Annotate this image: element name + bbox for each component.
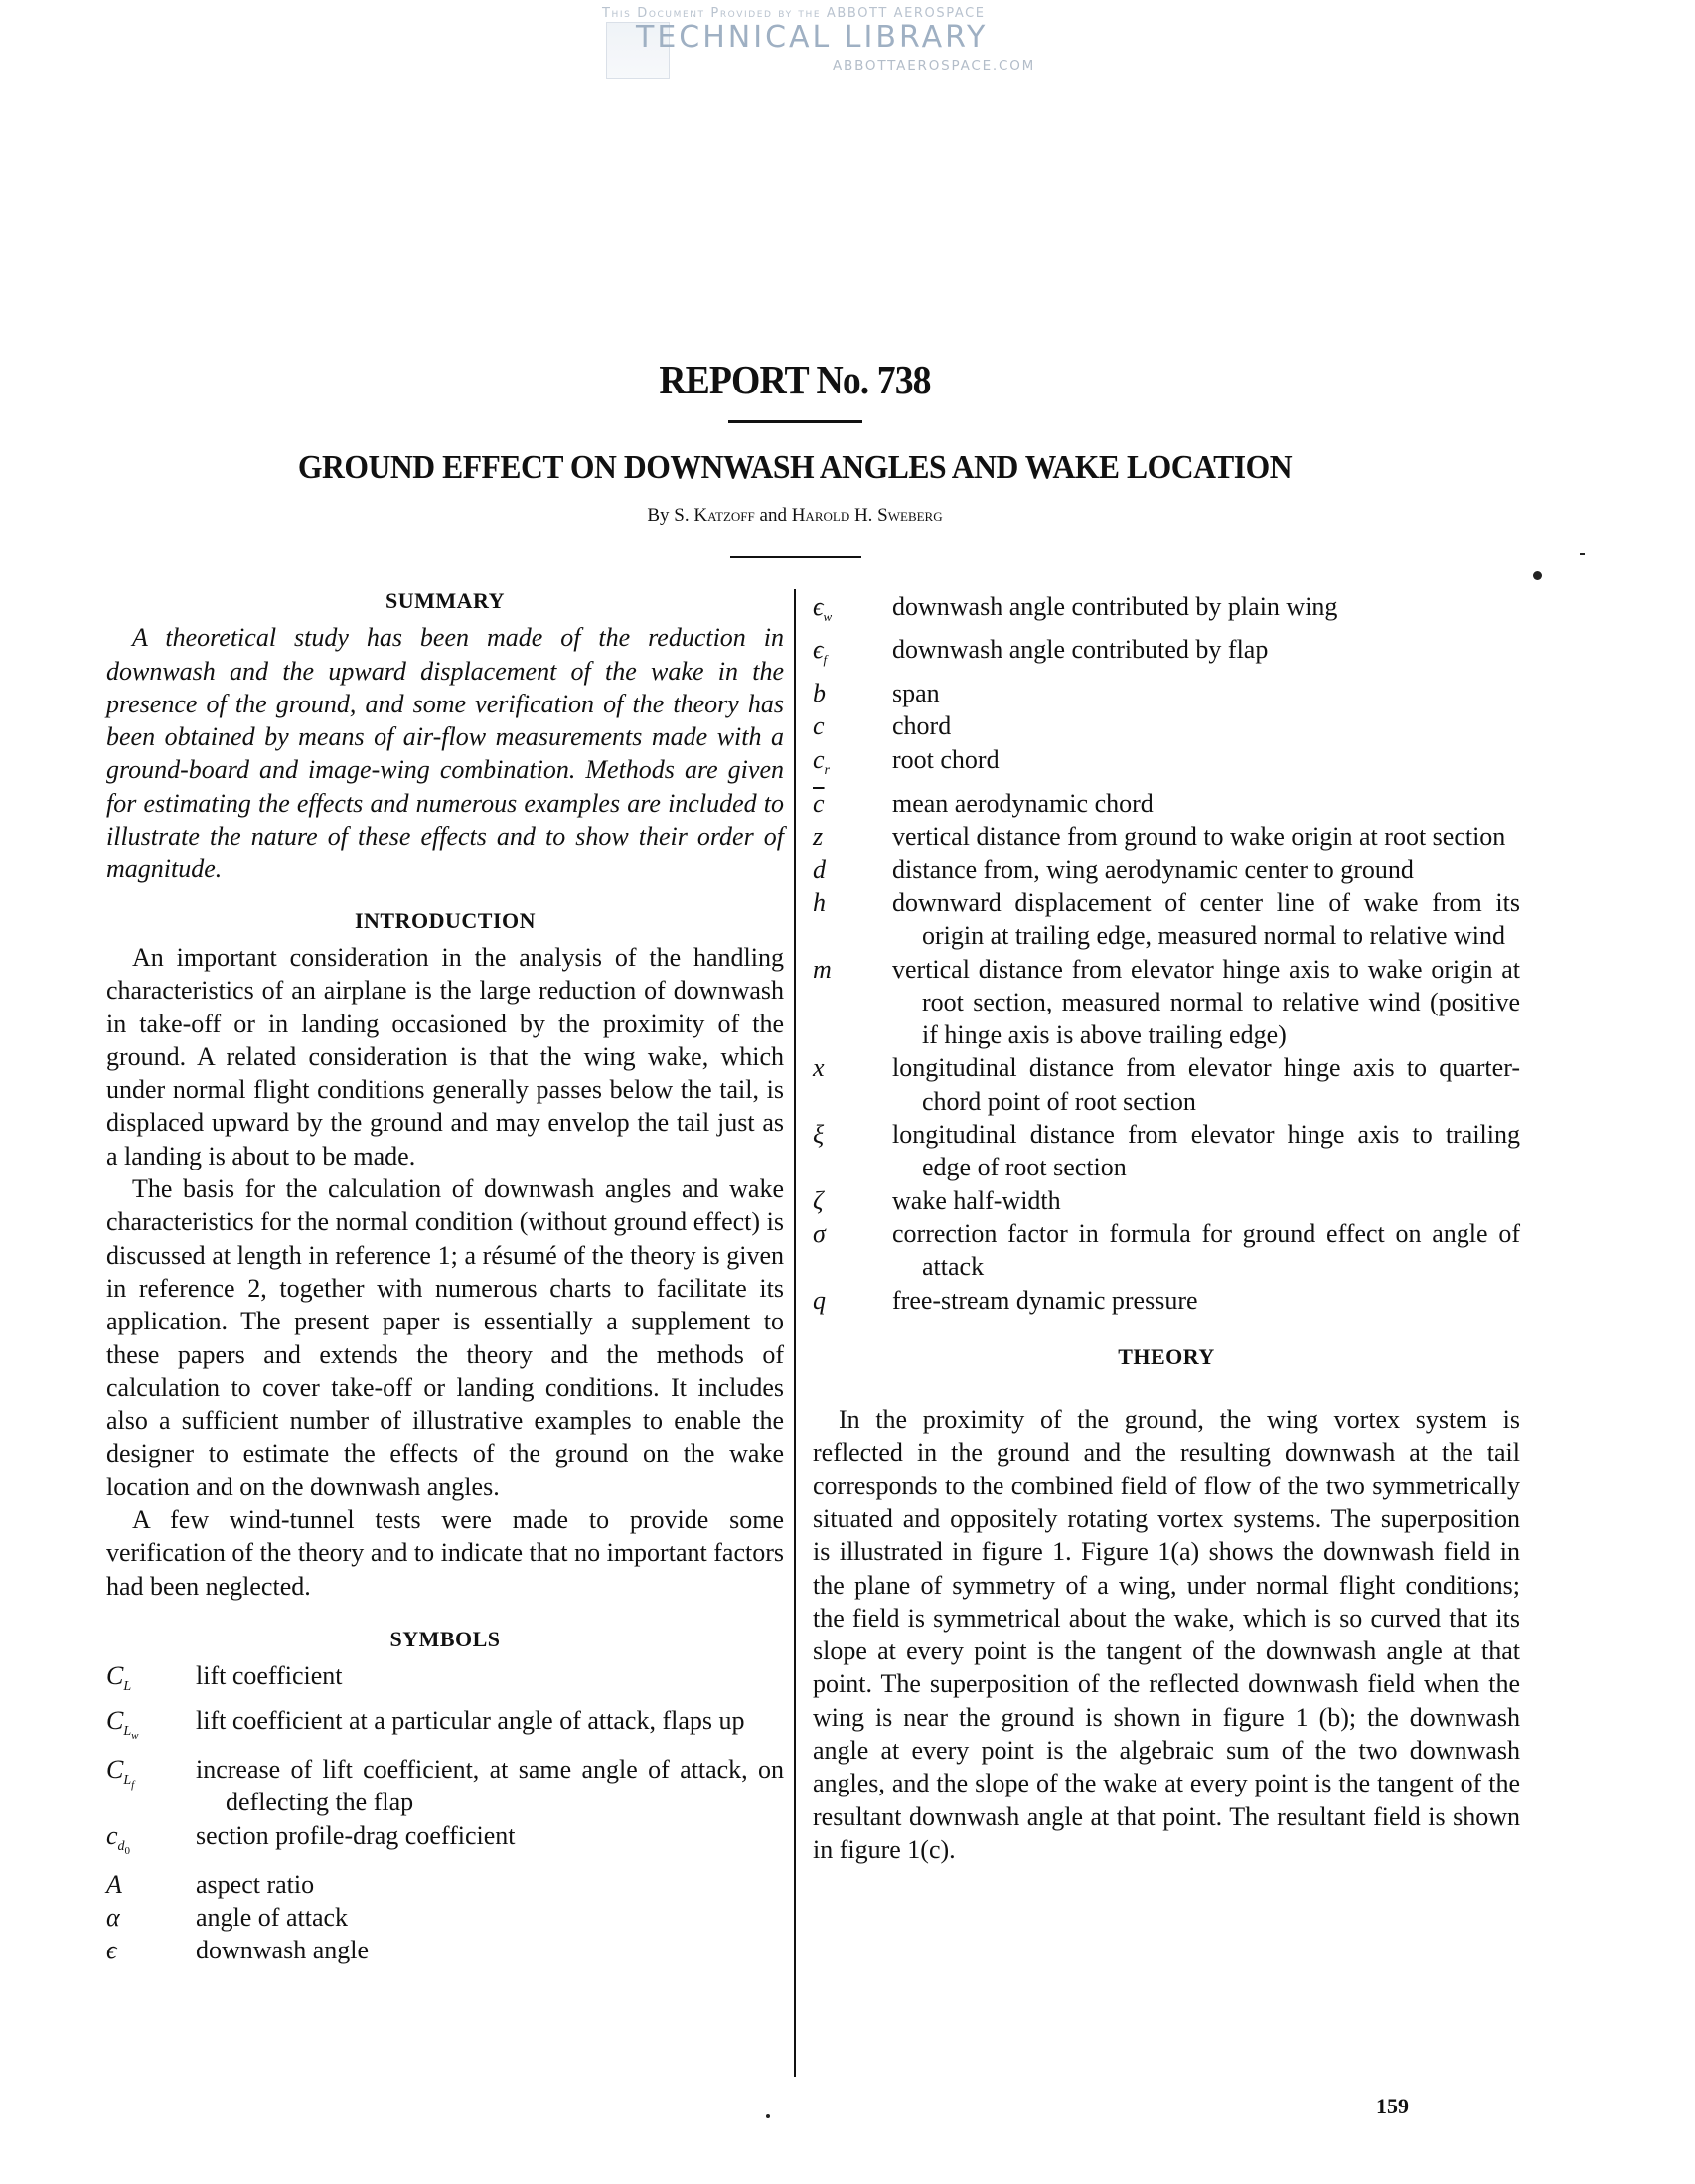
symbol: $C_L$: [106, 1661, 132, 1695]
symbol-row: [813, 1217, 1520, 1284]
symbol-row: [813, 590, 1520, 633]
symbol: $c_{d_0}$: [106, 1820, 131, 1857]
symbol-row: [813, 709, 1520, 742]
symbol: $\epsilon_w$: [813, 592, 833, 625]
scan-speck: [766, 2114, 770, 2118]
symbol: z: [813, 822, 824, 852]
right-column: [813, 590, 1520, 1866]
symbol-row: [106, 1659, 784, 1703]
symbol-definition: increase of lift coefficient, at same angle of attack, on deflecting the flap: [196, 1754, 784, 1817]
introduction-heading: INTRODUCTION: [354, 907, 537, 933]
symbol: α: [106, 1903, 120, 1933]
symbol-definition: wake half-width: [892, 1185, 1061, 1215]
watermark-provided-by: This Document Provided by the ABBOTT AEROSPACE: [602, 6, 986, 21]
symbol: $C_{L_w}$: [106, 1705, 139, 1742]
symbol-row: [106, 1868, 784, 1901]
symbol-definition: span: [892, 678, 940, 707]
symbol-definition: angle of attack: [196, 1903, 349, 1933]
symbol-definition: section profile-drag coefficient: [196, 1820, 516, 1850]
symbol-definition: downwash angle: [196, 1936, 370, 1965]
symbol-row: [813, 743, 1520, 787]
symbol-definition: root chord: [892, 744, 1000, 774]
symbol-row: [813, 1284, 1520, 1317]
intro-paragraph: An important consideration in the analysis of the handling characteristics of an airplane is the large reduction of downwash in take-off or in landing occasioned by the proximity of the ground. A related consideration is that the wing wake, which under normal flight conditions generally passes below the tail, is displaced upward by the ground and may envelop the tail just as a landing is about to be made.: [106, 942, 784, 1170]
symbol: d: [813, 855, 826, 884]
symbol-definition: downwash angle contributed by plain wing: [892, 592, 1338, 621]
title-rule-top: [728, 420, 862, 423]
summary-text: A theoretical study has been made of the reduction in downwash and the upward displacement of the wake in the presence of the ground, and some verification of the theory has been obtained by means of air-flow measurements made with a ground-board and image-wing combination. Methods are given for estimating the effects and numerous examples are included to illustrate the nature of these effects and to show their order of magnitude.: [106, 623, 784, 884]
symbol: x: [813, 1053, 825, 1083]
symbol-row: [813, 886, 1520, 953]
symbol-row: [813, 633, 1520, 676]
intro-paragraph: A few wind-tunnel tests were made to provide some verification of the theory and to indicate that no important factors had been neglected.: [106, 1505, 784, 1601]
symbol: $C_{L_f}$: [106, 1754, 135, 1791]
symbol-definition: longitudinal distance from elevator hinge axis to trailing edge of root section: [892, 1120, 1520, 1182]
paper-title: GROUND EFFECT ON DOWNWASH ANGLES AND WAKE LOCATION: [297, 449, 1293, 486]
symbol-definition: vertical distance from elevator hinge axis to wake origin at root section, measured normal to relative wind (positive if hinge axis is above trailing edge): [892, 954, 1520, 1050]
symbol-row: [813, 854, 1520, 886]
symbol-row: [813, 1118, 1520, 1184]
theory-heading: THEORY: [1118, 1343, 1215, 1369]
symbol-row: [106, 1704, 784, 1753]
symbol-definition: correction factor in formula for ground effect on angle of attack: [892, 1218, 1520, 1282]
summary-heading: SUMMARY: [385, 588, 506, 613]
symbol-row: [106, 1819, 784, 1868]
title-rule-bottom: [730, 556, 861, 558]
symbol: $\epsilon_f$: [813, 635, 828, 668]
symbol-row: [813, 1051, 1520, 1118]
symbol-row: [813, 787, 1520, 820]
watermark-logo: [596, 4, 1093, 83]
symbol-row: [106, 1901, 784, 1934]
symbol-definition: lift coefficient: [196, 1661, 343, 1691]
symbol-row: [106, 1934, 784, 1966]
scan-speck: [1580, 553, 1585, 555]
symbol-definition: longitudinal distance from elevator hinge axis to quarter-chord point of root section: [892, 1053, 1520, 1116]
symbol: ξ: [813, 1120, 825, 1150]
symbol-row: [813, 677, 1520, 709]
symbol: c: [813, 711, 825, 741]
author-1: S. Katzoff: [674, 505, 755, 526]
page-number: 159: [1376, 2094, 1409, 2118]
symbol: A: [106, 1869, 122, 1899]
authors-and: and: [759, 505, 787, 526]
symbol-definition: downwash angle contributed by flap: [892, 635, 1269, 665]
symbol: $c_r$: [813, 744, 830, 778]
symbol-row: [813, 1184, 1520, 1217]
symbol: σ: [813, 1218, 826, 1248]
theory-paragraph: In the proximity of the ground, the wing vortex system is reflected in the ground and the resulting downwash at the tail corresponds to the combined field of flow of the two symmetrically situated and oppositely rotating vortex systems. The superposition is illustrated in figure 1. Figure 1(a) shows the downwash field in the plane of symmetry of a wing, under normal flight conditions; the field is symmetrical about the wake, which is so curved that its slope at every point is the tangent of the downwash angle at that point. The superposition of the reflected downwash field when the wing is near the ground is shown in figure 1 (b); the downwash angle at every point is the algebraic sum of the two downwash angles, and the slope of the wake at every point is the tangent of the resultant downwash angle at that point. The resultant field is shown in figure 1(c).: [813, 1405, 1520, 1864]
scan-speck: [1533, 571, 1542, 580]
symbol-row: [106, 1753, 784, 1819]
symbol: q: [813, 1285, 826, 1315]
symbol: h: [813, 887, 826, 917]
report-number: REPORT No. 738: [659, 357, 931, 402]
watermark-url: ABBOTTAEROSPACE.COM: [833, 58, 1036, 74]
symbol-definition: free-stream dynamic pressure: [892, 1285, 1198, 1315]
symbol-definition: lift coefficient at a particular angle of attack, flaps up: [196, 1705, 745, 1735]
symbol: b: [813, 678, 826, 707]
symbol-definition: distance from, wing aerodynamic center to ground: [892, 855, 1414, 884]
symbol-row: [813, 953, 1520, 1052]
symbol: $\overline{c}$: [813, 789, 825, 819]
left-column: [106, 584, 784, 1967]
symbols-heading: SYMBOLS: [389, 1626, 501, 1651]
symbol: ϵ: [106, 1936, 117, 1965]
column-divider: [794, 589, 796, 2077]
symbol-definition: mean aerodynamic chord: [892, 789, 1154, 819]
symbol-definition: vertical distance from ground to wake origin at root section: [892, 822, 1506, 852]
symbol: ζ: [813, 1185, 824, 1215]
authors-prefix: By: [647, 505, 670, 526]
symbol-definition: aspect ratio: [196, 1869, 315, 1899]
symbol-definition: downward displacement of center line of wake from its origin at trailing edge, measured normal to relative wind: [892, 887, 1520, 951]
watermark-library-name: TECHNICAL LIBRARY: [636, 20, 989, 55]
symbol: m: [813, 954, 832, 984]
symbol-row: [813, 820, 1520, 853]
author-2: Harold H. Sweberg: [791, 505, 943, 526]
authors-line: [0, 505, 1590, 527]
symbol-definition: chord: [892, 711, 952, 741]
intro-paragraph: The basis for the calculation of downwash angles and wake characteristics for the normal condition (without ground effect) is discussed at length in reference 1; a résumé of the theory is given in reference 2, together with numerous charts to facilitate its application. The present paper is essentially a supplement to these papers and extends the theory and the methods of calculation to cover take-off or landing conditions. It includes also a sufficient number of illustrative examples to enable the designer to estimate the effects of the ground on the wake location and on the downwash angles.: [106, 1174, 784, 1501]
